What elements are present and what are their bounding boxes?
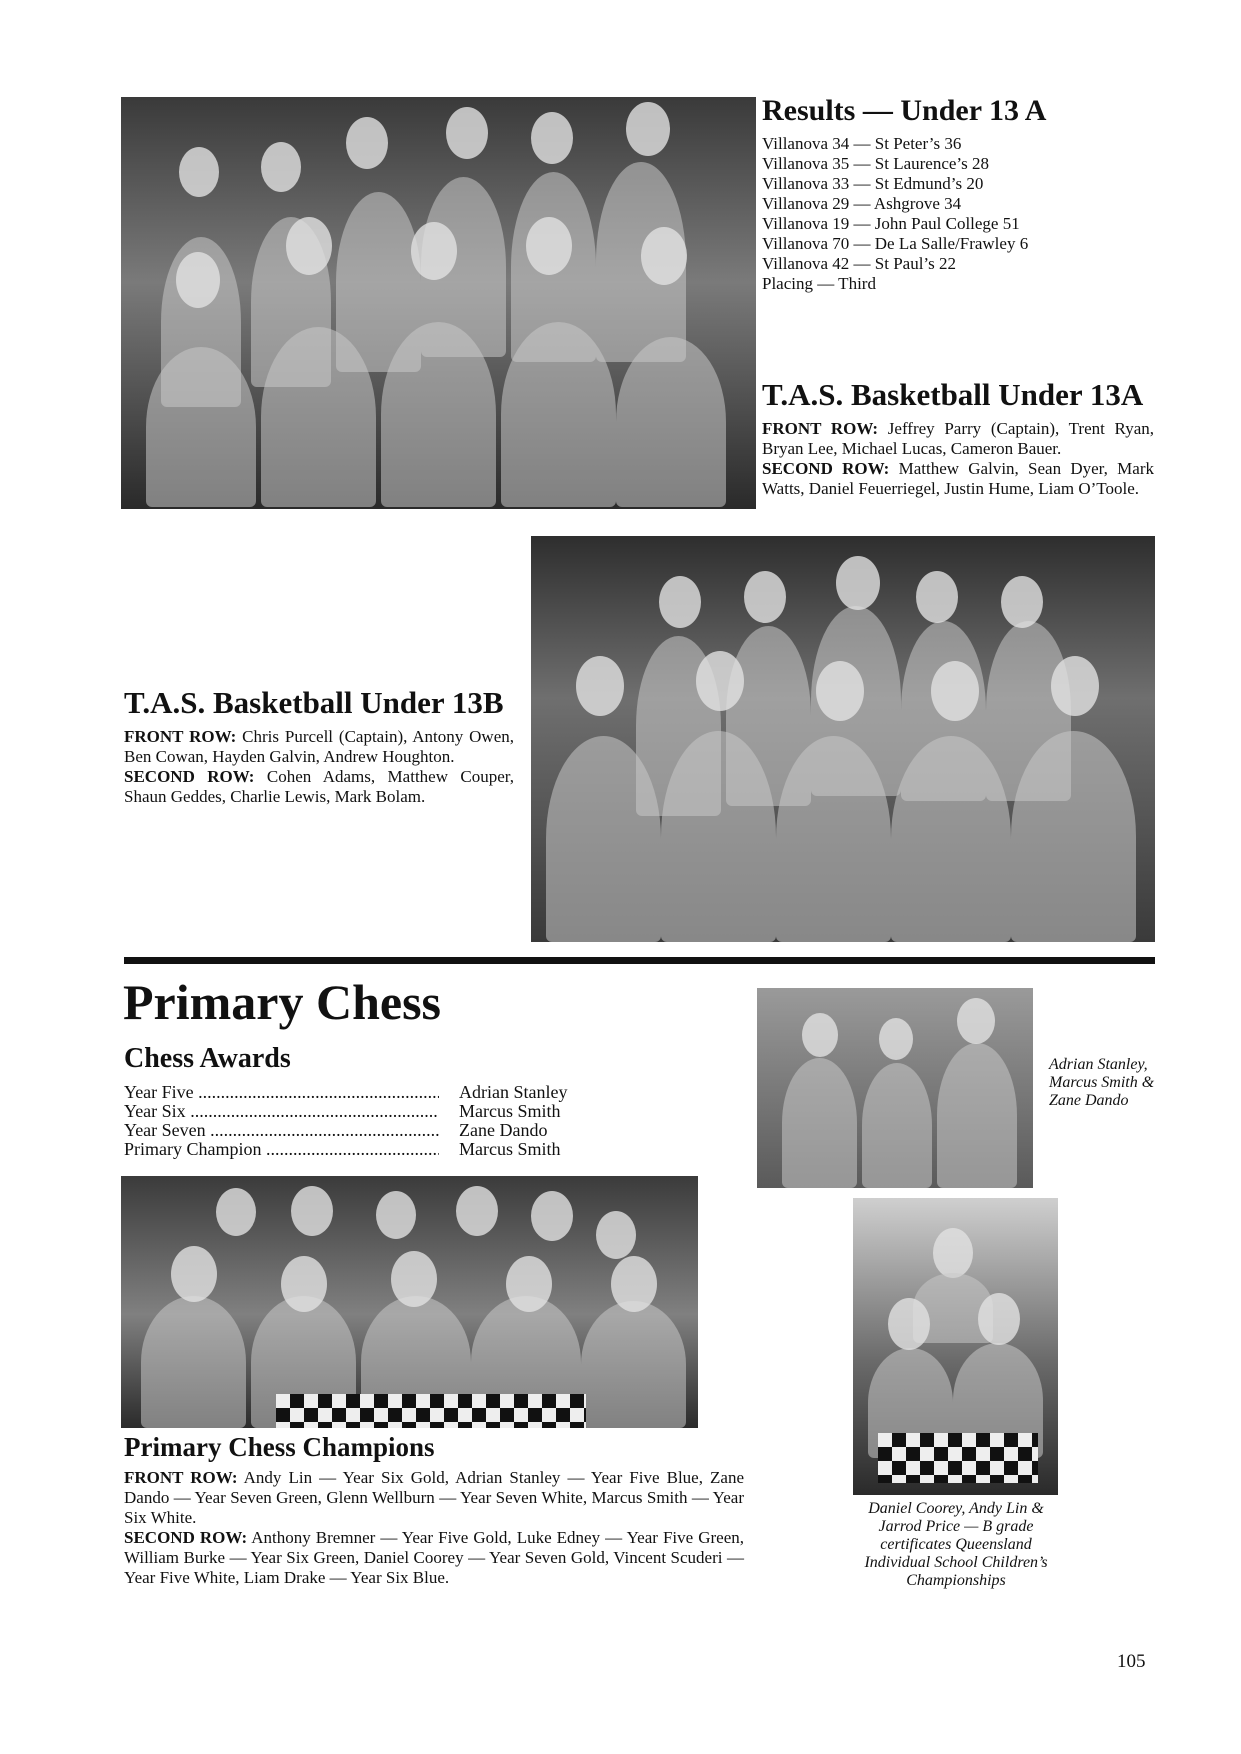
second-row-label: SECOND ROW: bbox=[124, 767, 255, 786]
team-b-second-row bbox=[124, 767, 514, 807]
team-a-second-row bbox=[762, 459, 1154, 499]
team-b-caption bbox=[124, 685, 514, 807]
award-winner: Marcus Smith bbox=[459, 1101, 561, 1121]
team-a-front-row bbox=[762, 419, 1154, 459]
front-row-label: FRONT ROW: bbox=[124, 727, 237, 746]
award-winner: Marcus Smith bbox=[459, 1139, 561, 1159]
under-13a-team-photo bbox=[121, 97, 756, 509]
award-category: Year Six ..... bbox=[124, 1102, 439, 1121]
award-row bbox=[124, 1121, 624, 1140]
second-row-names: Anthony Bremner — Year Five Gold, Luke Edney — Year Five Green, William Burke — Year Six Green, Daniel Coorey — Year Seven Gold, Vincent Scuderi — Year Five White, Liam Drake — Year Six Blue. bbox=[124, 1528, 745, 1587]
award-category: Year Seven ..... bbox=[124, 1121, 439, 1140]
result-line: Villanova 35 — St Laurence’s 28 bbox=[762, 154, 990, 173]
front-row-label: FRONT ROW: bbox=[762, 419, 879, 438]
section-divider bbox=[124, 957, 1155, 964]
second-row-names: Matthew Galvin, Sean Dyer, Mark Watts, Daniel Feuerriegel, Justin Hume, Liam O’Toole. bbox=[762, 459, 1154, 498]
b-grade-winners-caption: Daniel Coorey, Andy Lin & Jarrod Price — B grade certificates Queensland Individual School Children’s Championships bbox=[864, 1500, 1048, 1589]
result-line: Villanova 34 — St Peter’s 36 bbox=[762, 134, 962, 153]
results-list bbox=[762, 134, 1162, 294]
result-line: Villanova 42 — St Paul’s 22 bbox=[762, 254, 957, 273]
second-row-label: SECOND ROW: bbox=[762, 459, 890, 478]
team-a-caption bbox=[762, 377, 1154, 499]
result-line: Villanova 70 — De La Salle/Frawley 6 bbox=[762, 234, 1029, 253]
second-row-names: Cohen Adams, Matthew Couper, Shaun Geddes, Charlie Lewis, Mark Bolam. bbox=[124, 767, 515, 806]
second-row-label: SECOND ROW: bbox=[124, 1528, 248, 1547]
award-row bbox=[124, 1083, 624, 1102]
results-section bbox=[762, 94, 1162, 294]
chess-champions-title: Primary Chess Champions bbox=[124, 1432, 435, 1462]
chess-champions-photo bbox=[121, 1176, 698, 1428]
team-a-title: T.A.S. Basketball Under 13A bbox=[762, 377, 1144, 412]
b-grade-winners-photo bbox=[853, 1198, 1058, 1495]
award-winners-caption: Adrian Stanley, Marcus Smith & Zane Dando bbox=[1049, 1056, 1155, 1109]
chess-awards-title: Chess Awards bbox=[124, 1043, 291, 1074]
front-row-names: Jeffrey Parry (Captain), Trent Ryan, Bryan Lee, Michael Lucas, Cameron Bauer. bbox=[762, 419, 1154, 458]
chess-front-row bbox=[124, 1468, 744, 1528]
award-winner: Adrian Stanley bbox=[459, 1082, 568, 1102]
award-winners-photo bbox=[757, 988, 1033, 1188]
result-line: Villanova 33 — St Edmund’s 20 bbox=[762, 174, 984, 193]
result-line: Villanova 19 — John Paul College 51 bbox=[762, 214, 1020, 233]
front-row-names: Chris Purcell (Captain), Antony Owen, Ben Cowan, Hayden Galvin, Andrew Houghton. bbox=[124, 727, 515, 766]
chess-second-row bbox=[124, 1528, 744, 1588]
award-winner: Zane Dando bbox=[459, 1120, 548, 1140]
page-number: 105 bbox=[1117, 1651, 1146, 1672]
front-row-label: FRONT ROW: bbox=[124, 1468, 238, 1487]
result-line: Villanova 29 — Ashgrove 34 bbox=[762, 194, 962, 213]
award-row bbox=[124, 1102, 624, 1121]
chess-awards-list bbox=[124, 1083, 624, 1159]
team-b-front-row bbox=[124, 727, 514, 767]
award-row bbox=[124, 1140, 624, 1159]
under-13b-team-photo bbox=[531, 536, 1155, 942]
chess-champions-caption bbox=[124, 1430, 744, 1588]
award-category: Year Five ..... bbox=[124, 1083, 439, 1102]
front-row-names: Andy Lin — Year Six Gold, Adrian Stanley — Year Five Blue, Zane Dando — Year Seven Green, Glenn Wellburn — Year Seven White, Marcus Smith — Year Six White. bbox=[124, 1468, 745, 1527]
team-b-title: T.A.S. Basketball Under 13B bbox=[124, 685, 504, 720]
results-title: Results — Under 13 A bbox=[762, 94, 1047, 127]
chess-section-title: Primary Chess bbox=[123, 974, 441, 1030]
result-line: Placing — Third bbox=[762, 274, 876, 293]
award-category: Primary Champion ..... bbox=[124, 1140, 439, 1159]
